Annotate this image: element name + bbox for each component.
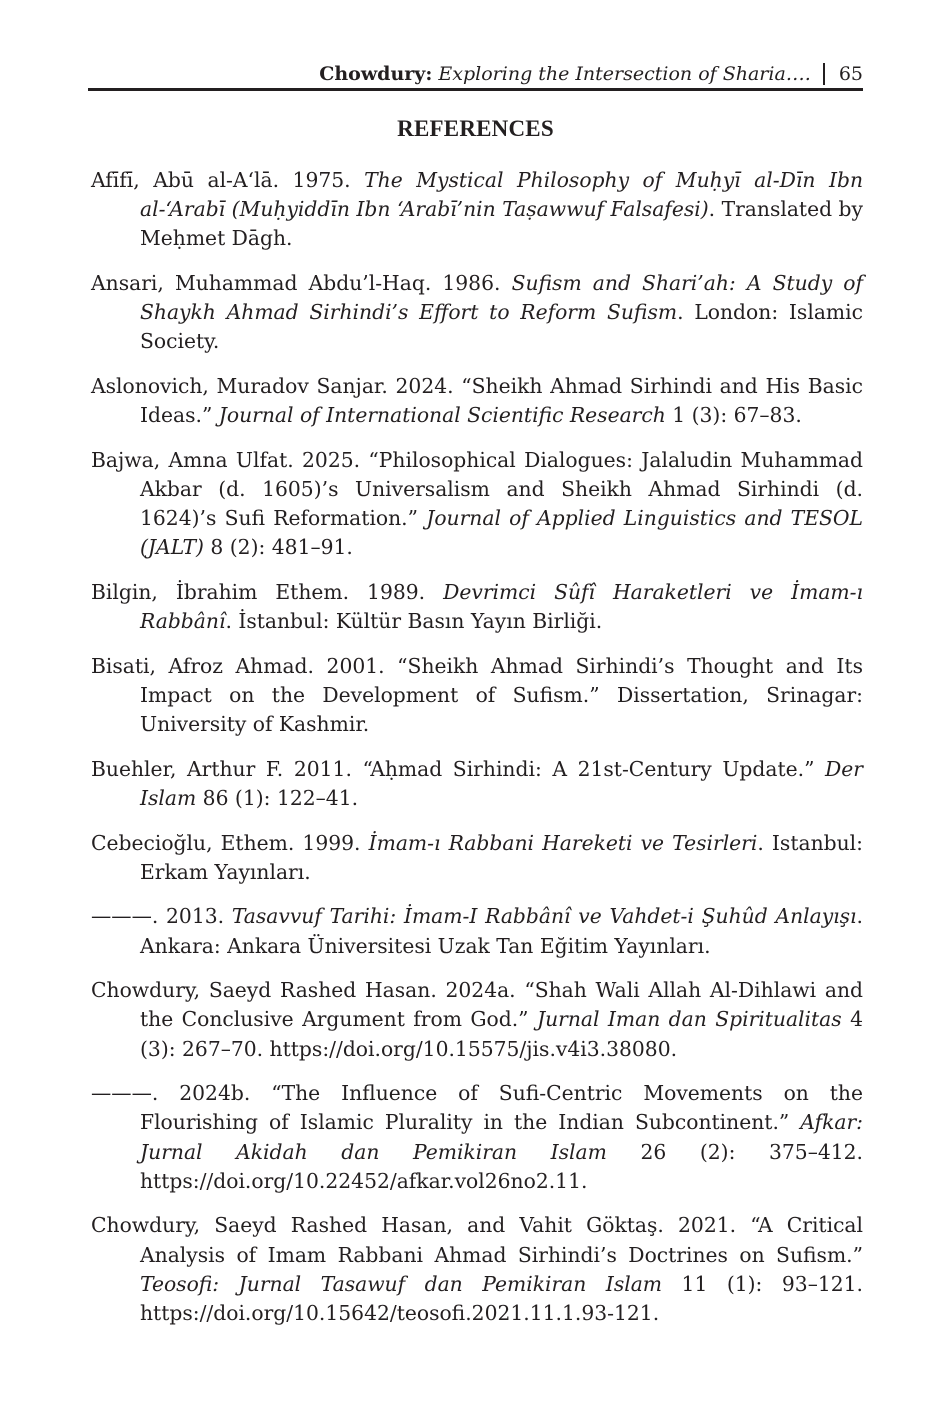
- reference-text: Chowdury, Saeyd Rashed Hasan. 2024a. “Shah Wali Allah Al-Dihlawi and the Conclusive Argument from God.”: [91, 978, 863, 1032]
- reference-text: . London: Islamic Society.: [140, 300, 863, 354]
- reference-text: 1 (3): 67–83.: [665, 403, 802, 428]
- reference-text: 8 (2): 481–91.: [203, 535, 353, 560]
- reference-entry: [91, 166, 863, 254]
- reference-text: Bisati, Afroz Ahmad. 2001. “Sheikh Ahmad Sirhindi’s Thought and Its Impact on the Development of Sufism.” Dissertation, Srinagar: University of Kashmir.: [91, 653, 863, 737]
- reference-title: Devrimci Sûfî Haraketleri ve İmam-ı Rabbânî: [140, 580, 863, 634]
- reference-text: Buehler, Arthur F. 2011. “Aḥmad Sirhindi: A 21st-Century Update.”: [91, 756, 826, 781]
- reference-text: Afīfī, Abū al-A‘lā. 1975.: [91, 168, 365, 192]
- reference-text: Cebecioğlu, Ethem. 1999.: [91, 830, 369, 855]
- reference-title: Tasavvuf Tarihi: İmam-I Rabbânî ve Vahdet-i Şuhûd Anlayışı: [231, 904, 857, 929]
- reference-title: Teosofi: Jurnal Tasawuf dan Pemikiran Islam: [140, 1271, 663, 1296]
- reference-title: Sufism and Shari’ah: A Study of Shaykh Ahmad Sirhindi’s Effort to Reform Sufism: [140, 271, 863, 325]
- reference-text: . Translated by Meḥmet Dāgh.: [140, 197, 863, 251]
- reference-entry: [91, 446, 863, 563]
- reference-text: . İstanbul: Kültür Basın Yayın Birliği.: [225, 609, 603, 634]
- reference-text: 11 (1): 93–121. https://doi.org/10.15642/teosofi.2021.11.1.93-121.: [140, 1271, 863, 1325]
- running-header: [88, 60, 863, 91]
- section-title: REFERENCES: [397, 116, 554, 141]
- reference-entry: [91, 902, 863, 960]
- reference-title: The Mystical Philosophy of Muḥyī al-Dīn Ibn al-‘Arabī (Muḥyiddīn Ibn ‘Arabī’nin Taṣawwuf Falsafesi): [140, 168, 864, 222]
- reference-text: Ansari, Muhammad Abdu’l-Haq. 1986.: [91, 271, 512, 295]
- reference-entry: [91, 652, 863, 740]
- page-number: 65: [838, 63, 863, 85]
- reference-entry: [91, 372, 863, 430]
- reference-entry: [91, 1211, 863, 1328]
- reference-title: Der Islam: [140, 756, 863, 810]
- reference-title: Afkar: Jurnal Akidah dan Pemikiran Islam: [140, 1110, 863, 1164]
- reference-text: Aslonovich, Muradov Sanjar. 2024. “Sheikh Ahmad Sirhindi and His Basic Ideas.”: [91, 374, 863, 428]
- header-running-title: Exploring the Intersection of Sharia….: [438, 63, 811, 85]
- header-author: Chowdury:: [319, 63, 433, 85]
- reference-text: Chowdury, Saeyd Rashed Hasan, and Vahit Göktaş. 2021. “A Critical Analysis of Imam Rabbani Ahmad Sirhindi’s Doctrines on Sufism.”: [91, 1213, 863, 1267]
- reference-text: Bajwa, Amna Ulfat. 2025. “Philosophical Dialogues: Jalaludin Muhammad Akbar (d. 1605)’s Universalism and Sheikh Ahmad Sirhindi (d. 1624)’s Sufi Reformation.”: [91, 447, 863, 531]
- reference-entry: [91, 269, 863, 357]
- reference-text: Bilgin, İbrahim Ethem. 1989.: [91, 580, 444, 604]
- reference-text: ———. 2024b. “The Influence of Sufi-Centric Movements on the Flourishing of Islamic Plurality in the Indian Subcontinent.”: [91, 1081, 863, 1135]
- reference-title: İmam-ı Rabbani Hareketi ve Tesirleri: [368, 830, 758, 855]
- reference-text: 86 (1): 122–41.: [196, 786, 359, 810]
- reference-text: . Istanbul: Erkam Yayınları.: [140, 830, 864, 884]
- reference-text: ———. 2013.: [91, 904, 232, 929]
- reference-text: 4 (3): 267–70. https://doi.org/10.15575/jis.v4i3.38080.: [140, 1007, 863, 1061]
- header-separator: [823, 63, 825, 85]
- reference-entry: [91, 755, 863, 813]
- reference-list: [91, 166, 863, 1344]
- reference-entry: [91, 829, 863, 887]
- reference-text: 26 (2): 375–412. https://doi.org/10.22452/afkar.vol26no2.11.: [140, 1139, 864, 1193]
- reference-title: Journal of Applied Linguistics and TESOL (JALT): [140, 506, 864, 560]
- reference-entry: [91, 1079, 863, 1196]
- reference-entry: [91, 976, 863, 1064]
- reference-title: Journal of International Scientific Research: [218, 403, 666, 428]
- reference-entry: [91, 578, 863, 636]
- reference-title: Jurnal Iman dan Spiritualitas: [536, 1007, 842, 1032]
- reference-text: . Ankara: Ankara Üniversitesi Uzak Tan Eğitim Yayınları.: [140, 904, 863, 958]
